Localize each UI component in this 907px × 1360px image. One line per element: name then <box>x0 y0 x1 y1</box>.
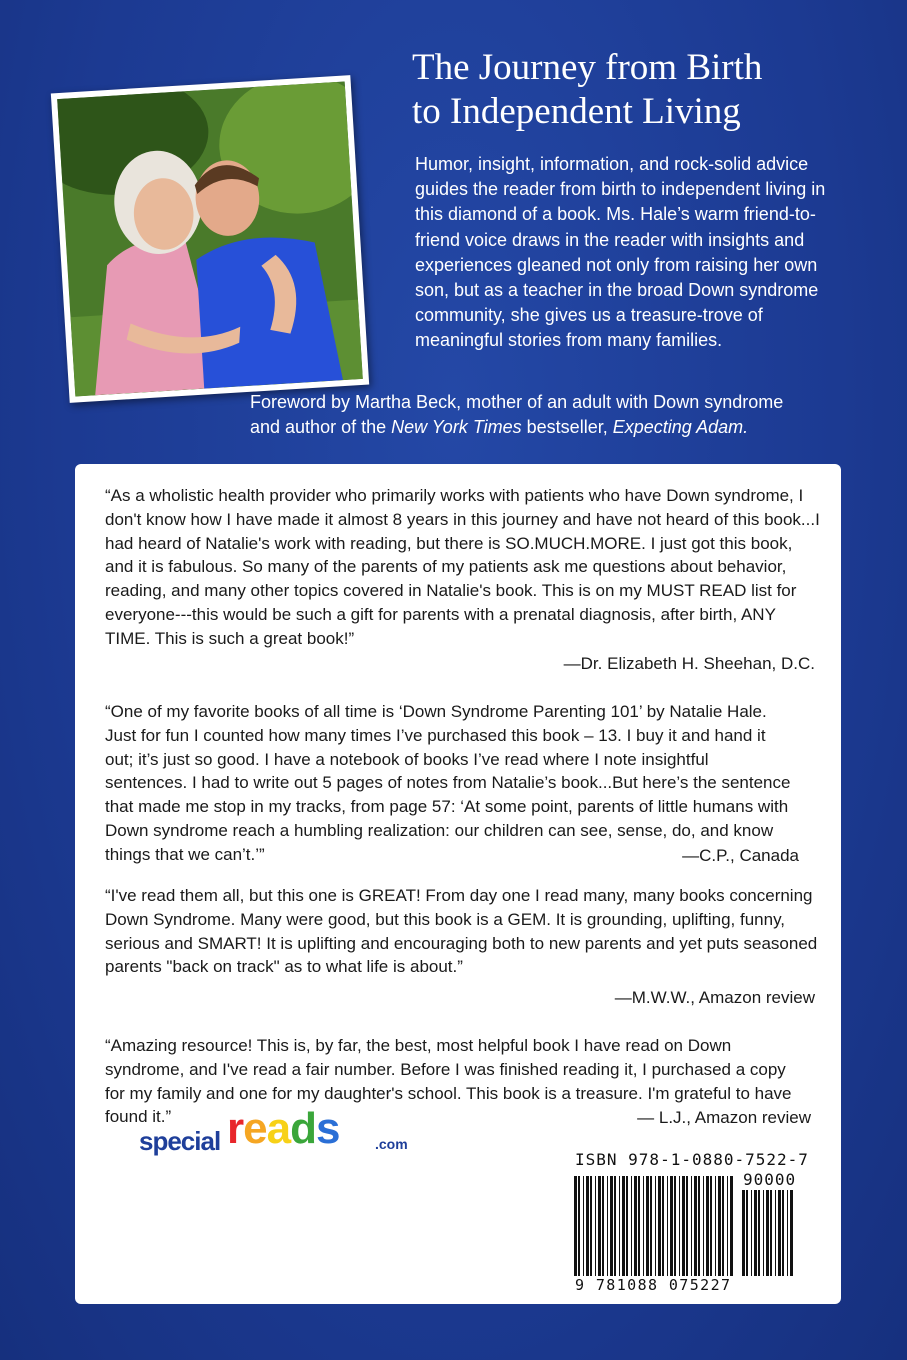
barcode-bar <box>638 1176 640 1276</box>
isbn-label: ISBN 978-1-0880-7522-7 <box>575 1150 809 1169</box>
barcode-bar <box>682 1176 685 1276</box>
barcode-bar <box>718 1176 721 1276</box>
barcode-bar <box>590 1176 592 1276</box>
barcode-bar <box>698 1176 700 1276</box>
isbn-barcode <box>573 1176 733 1276</box>
barcode-bar <box>631 1176 632 1276</box>
book-description: Humor, insight, information, and rock-solid advice guides the reader from birth to independent living in this diamond of a book. Ms. Hale’s warm friend-to-friend voice draws in the reader with insights and experiences gleaned not only from raising her own son, but as a teacher in the broad Down syndrome community, she gives us a treasure-trove of meaningful stories from many families. <box>415 154 826 351</box>
review-3-attribution: —M.W.W., Amazon review <box>614 988 815 1007</box>
barcode-bar <box>614 1176 616 1276</box>
title-line-1: The Journey from Birth <box>412 47 763 88</box>
barcode-bar <box>658 1176 661 1276</box>
barcode-bar <box>610 1176 613 1276</box>
barcode-bar <box>595 1176 596 1276</box>
barcode-bar <box>578 1176 580 1276</box>
review-2-text: “One of my favorite books of all time is ‘Down Syndrome Parenting 101’ by Natalie Hale. Just for fun I counted how many times I’ve purchased this book – 13. I buy it and hand it out; it’s just so good. I have a notebook of books I’ve read where I note insightful sentences. I had to write out 5 pages of notes from Natalie’s book...But here’s the sentence that made me stop in my tracks, from page 57: ‘At some point, parents of little humans with Down syndrome reach a humbling realization: our children can see, sense, do, and know things that we can’t.’” <box>105 702 791 864</box>
reviews-panel <box>75 464 841 1304</box>
title-line-2: to Independent Living <box>412 91 741 132</box>
logo-reads-text <box>227 1104 339 1154</box>
barcode-digits: 9 781088 075227 <box>575 1276 732 1294</box>
barcode-bar <box>782 1190 784 1276</box>
logo-letter: s <box>315 1104 340 1153</box>
foreword-note <box>250 390 880 440</box>
barcode-bar <box>751 1190 752 1276</box>
barcode-bar <box>655 1176 656 1276</box>
barcode-bar <box>583 1176 584 1276</box>
barcode-bar <box>650 1176 652 1276</box>
barcode-bar <box>634 1176 637 1276</box>
barcode-bar <box>670 1176 673 1276</box>
author-photo <box>51 75 369 403</box>
logo-com-text: .com <box>375 1136 408 1152</box>
barcode-bar <box>622 1176 625 1276</box>
price-barcode <box>741 1190 795 1276</box>
foreword-book-title: Expecting Adam. <box>612 417 749 437</box>
foreword-line-1: Foreword by Martha Beck, mother of an adult with Down syndrome <box>250 392 784 412</box>
barcode-bar <box>710 1176 712 1276</box>
barcode-bar <box>607 1176 608 1276</box>
barcode-bar <box>586 1176 589 1276</box>
barcode-bar <box>715 1176 716 1276</box>
barcode-bar <box>746 1190 748 1276</box>
barcode-bar <box>730 1176 733 1276</box>
barcode-bar <box>766 1190 769 1276</box>
foreword-mid: bestseller, <box>521 417 613 437</box>
barcode-bar <box>662 1176 664 1276</box>
barcode-bar <box>626 1176 628 1276</box>
logo-letter: e <box>243 1104 267 1153</box>
barcode-bar <box>727 1176 728 1276</box>
review-4-attribution: — L.J., Amazon review <box>637 1108 811 1127</box>
photo-illustration <box>57 81 363 396</box>
book-title <box>412 46 882 134</box>
barcode-bar <box>619 1176 620 1276</box>
review-1-attribution: —Dr. Elizabeth H. Sheehan, D.C. <box>563 654 815 673</box>
barcode-bar <box>770 1190 772 1276</box>
logo-letter: d <box>290 1104 316 1153</box>
barcode-bar <box>674 1176 676 1276</box>
barcode-bar <box>758 1190 760 1276</box>
barcode-bar <box>790 1190 793 1276</box>
photo-image <box>57 81 363 396</box>
foreword-line-2-pre: and author of the <box>250 417 392 437</box>
barcode-bar <box>722 1176 724 1276</box>
barcode-bar <box>703 1176 704 1276</box>
barcode-bar <box>686 1176 688 1276</box>
publisher-logo <box>139 1100 439 1160</box>
barcode-bar <box>667 1176 668 1276</box>
barcode-bar <box>643 1176 644 1276</box>
review-4-text: “Amazing resource! This is, by far, the best, most helpful book I have read on Down syndrome, and I've read a fair number. Before I was finished reading it, I purchased a copy for my family and one for my daughter's school. This book is a treasure. I'm grateful to have found it.” <box>105 1036 792 1127</box>
barcode-bar <box>778 1190 781 1276</box>
logo-letter: a <box>266 1104 291 1153</box>
logo-special-text: special <box>139 1126 221 1156</box>
barcode-bar <box>598 1176 601 1276</box>
barcode-bar <box>754 1190 757 1276</box>
barcode-bar <box>706 1176 709 1276</box>
barcode-bar <box>763 1190 764 1276</box>
review-1-text: “As a wholistic health provider who primarily works with patients who have Down syndrome, I don't know how I have made it almost 8 years in this journey and have not heard of this book...I had heard of Natalie's work with reading, but there is SO.MUCH.MORE. I just got this book, and it is fabulous. So many of the parents of my patients ask me questions about behavior, reading, and many other topics covered in Natalie's book. This is on my MUST READ list for everyone---this would be such a gift for parents with a prenatal diagnosis, after birth, ANY TIME. This is such a great book!” <box>105 486 820 648</box>
barcode-bar <box>694 1176 697 1276</box>
barcode-bar <box>691 1176 692 1276</box>
review-3-text: “I've read them all, but this one is GREAT! From day one I read many, many books concerning Down Syndrome. Many were good, but this book is a GEM. It is grounding, uplifting, funny, serious and SMART! It is uplifting and encouraging both to new parents and yet puts seasoned parents "back on track" as to what life is about.” <box>105 886 818 977</box>
barcode-bar <box>679 1176 680 1276</box>
barcode-bar <box>602 1176 604 1276</box>
barcode-bar <box>787 1190 788 1276</box>
foreword-nyt: New York Times <box>391 417 522 437</box>
barcode-bar <box>742 1190 745 1276</box>
logo-letter: r <box>227 1104 244 1153</box>
barcode-bar <box>646 1176 649 1276</box>
barcode-bar <box>574 1176 577 1276</box>
barcode-bar <box>775 1190 776 1276</box>
review-2-attribution: —C.P., Canada <box>682 846 799 865</box>
price-code: 90000 <box>743 1170 797 1189</box>
